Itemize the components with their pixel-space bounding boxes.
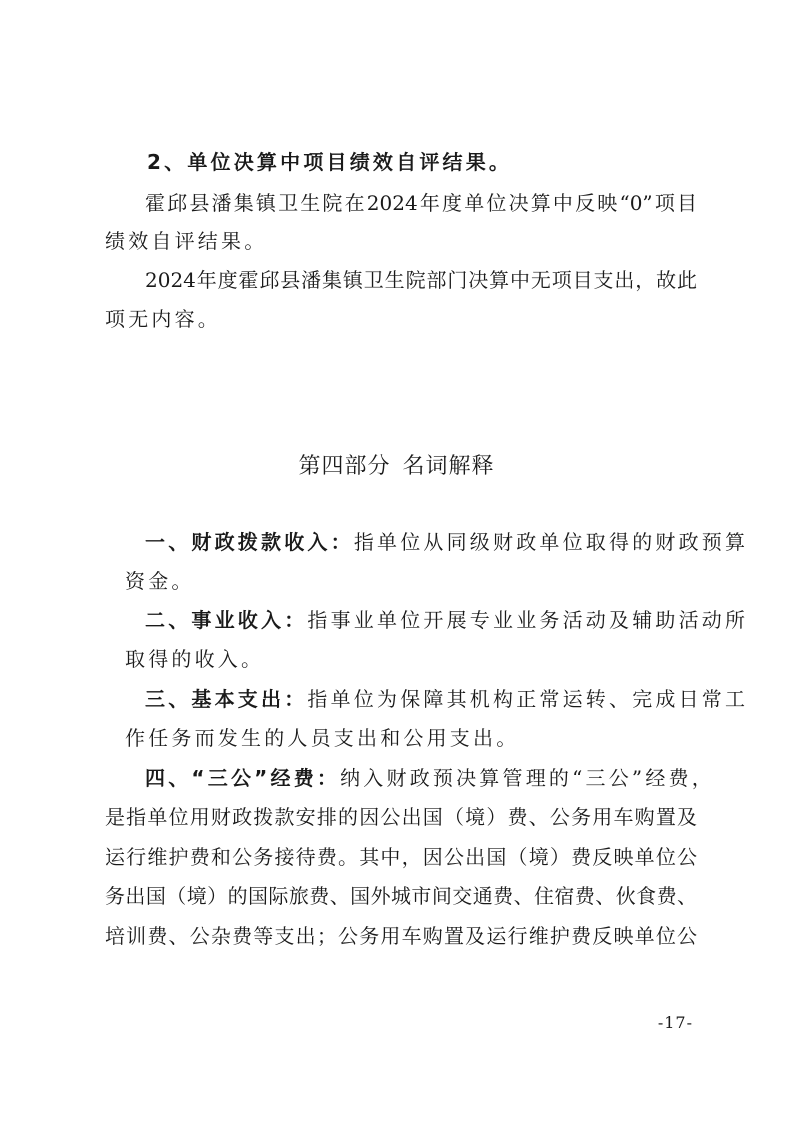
section-title-name: 名词解释 bbox=[402, 454, 495, 479]
section-title-part: 第四部分 bbox=[298, 454, 391, 479]
term-label: 三、基本支出： bbox=[145, 687, 308, 711]
term-line bbox=[145, 768, 715, 788]
term-continuation: 运行维护费和公务接待费。其中，因公出国（境）费反映单位公 bbox=[105, 845, 697, 869]
term-continuation: 资金。 bbox=[125, 569, 195, 593]
term-line bbox=[145, 689, 748, 709]
term-continuation: 是指单位用财政拨款安排的因公出国（境）费、公务用车购置及 bbox=[105, 805, 697, 829]
term-continuation: 务出国（境）的国际旅费、国外城市间交通费、住宿费、伙食费、 bbox=[105, 884, 697, 908]
term-label: 四、“三公”经费： bbox=[145, 766, 341, 790]
term-text: 指单位为保障其机构正常运转、完成日常工 bbox=[307, 687, 749, 711]
paragraph-line: 项无内容。 bbox=[105, 307, 221, 331]
term-text: 纳入财政预决算管理的“三公”经费， bbox=[340, 766, 715, 790]
term-continuation: 培训费、公杂费等支出；公务用车购置及运行维护费反映单位公 bbox=[105, 924, 697, 948]
section-title bbox=[0, 449, 793, 480]
term-label: 二、事业收入： bbox=[145, 608, 308, 632]
page-number: -17- bbox=[657, 1013, 693, 1032]
term-label: 一、财政拨款收入： bbox=[145, 530, 354, 554]
paragraph-line: 霍邱县潘集镇卫生院在2024年度单位决算中反映“0”项目 bbox=[145, 191, 697, 215]
term-text: 指单位从同级财政单位取得的财政预算 bbox=[353, 530, 749, 554]
term-text: 指事业单位开展专业业务活动及辅助活动所 bbox=[307, 608, 749, 632]
performance-result-heading: 2、单位决算中项目绩效自评结果。 bbox=[147, 150, 513, 174]
paragraph-line: 绩效自评结果。 bbox=[105, 229, 268, 253]
term-line bbox=[145, 532, 748, 552]
term-continuation: 取得的收入。 bbox=[125, 647, 265, 671]
term-line bbox=[145, 610, 748, 630]
term-continuation: 作任务而发生的人员支出和公用支出。 bbox=[125, 726, 520, 750]
paragraph-line: 2024年度霍邱县潘集镇卫生院部门决算中无项目支出，故此 bbox=[145, 268, 697, 292]
